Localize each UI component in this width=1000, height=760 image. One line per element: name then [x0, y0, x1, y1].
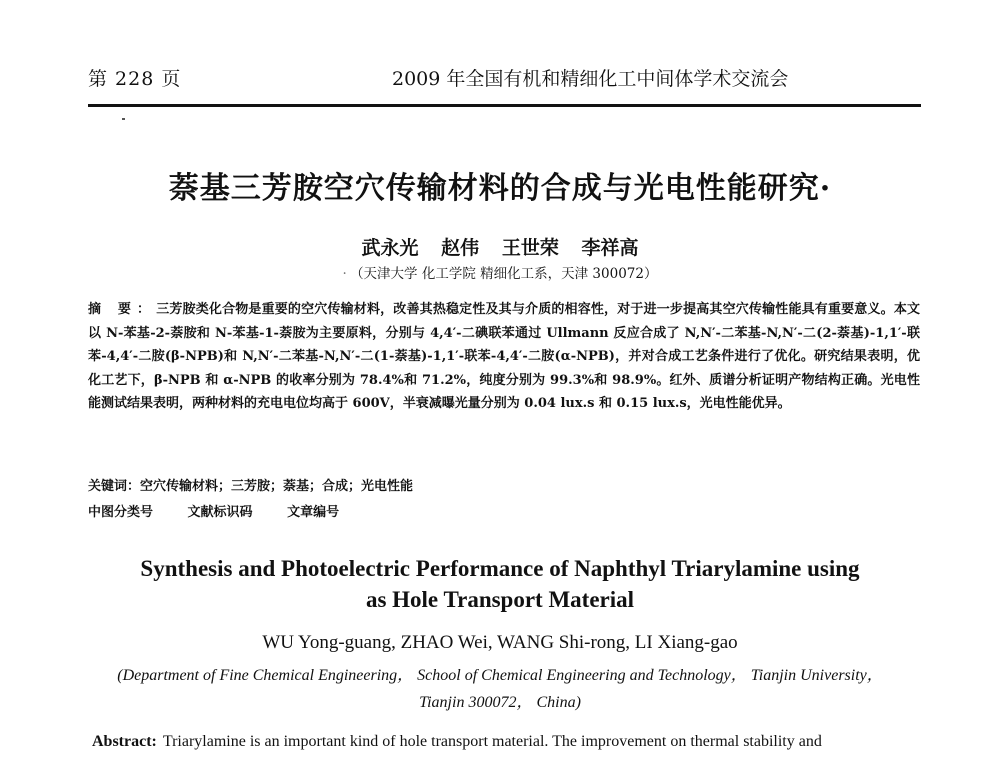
- abstract-text: 三芳胺类化合物是重要的空穴传输材料，改善其热稳定性及其与介质的相容性，对于进一步提高其空穴传输性能具有重要意义。本文以 N-苯基-2-萘胺和 N-苯基-1-萘胺为主要原料，分别与 4,4′-二碘联苯通过 Ullmann 反应合成了 N,N′-二苯基-N,N′-二(2-萘基)-1,1′-联苯-4,4′-二胺(β-NPB)和 N,N′-二苯基-N,N′-二(1-萘基)-1,1′-联苯-4,4′-二胺(α-NPB)，并对合成工艺条件进行了优化。研究结果表明，优化工艺下，β-NPB 和 α-NPB 的收率分别为 78.4%和 71.2%，纯度分别为 99.3%和 98.9%。红外、质谱分析证明产物结构正确。光电性能测试结果表明，两种材料的充电电位均高于 600V，半衰减曝光量分别为 0.04 lux.s 和 0.15 lux.s，光电性能优异。: [88, 302, 920, 411]
- english-abstract-label: Abstract:: [92, 733, 157, 750]
- author-name: 王世荣: [501, 237, 559, 259]
- scan-mark: [122, 118, 125, 120]
- chinese-abstract: [88, 298, 920, 416]
- author-name: 赵伟: [441, 237, 480, 259]
- conference-header: 2009 年全国有机和精细化工中间体学术交流会: [392, 68, 789, 90]
- bullet-dot: ·: [342, 266, 347, 282]
- chinese-keywords: [88, 475, 413, 494]
- article-id-label: 文章编号: [287, 505, 340, 520]
- english-abstract: [92, 733, 822, 751]
- english-abstract-text: Triarylamine is an important kind of hole transport material. The improvement on thermal stability and: [162, 733, 822, 750]
- english-title-line: Synthesis and Photoelectric Performance of Naphthyl Triarylamine using: [140, 556, 860, 581]
- author-name: 武永光: [361, 237, 419, 259]
- clc-label: 中图分类号: [88, 505, 154, 520]
- abstract-label: 摘 要：: [88, 302, 157, 317]
- chinese-authors: [0, 233, 1000, 260]
- english-affiliation: (Department of Fine Chemical Engineering， School of Chemical Engineering and Technology， Tianjin University， Tianjin 300072， China): [117, 667, 883, 711]
- english-title-line: as Hole Transport Material: [365, 587, 635, 612]
- classification-line: [88, 501, 369, 520]
- header-rule: [88, 104, 921, 107]
- chinese-title: 萘基三芳胺空穴传输材料的合成与光电性能研究·: [168, 171, 832, 206]
- chinese-affiliation: [0, 262, 1000, 282]
- page-number: 第 228 页: [88, 68, 182, 90]
- chinese-affiliation-text: （天津大学 化工学院 精细化工系，天津 300072）: [356, 266, 658, 282]
- keywords-text: 空穴传输材料；三芳胺；萘基；合成；光电性能: [140, 479, 414, 494]
- english-authors: WU Yong-guang, ZHAO Wei, WANG Shi-rong, LI Xiang-gao: [262, 632, 738, 653]
- english-title: [0, 553, 1000, 615]
- keywords-label: 关键词：: [88, 479, 141, 494]
- author-name: 李祥高: [581, 237, 639, 259]
- doc-code-label: 文献标识码: [187, 505, 253, 520]
